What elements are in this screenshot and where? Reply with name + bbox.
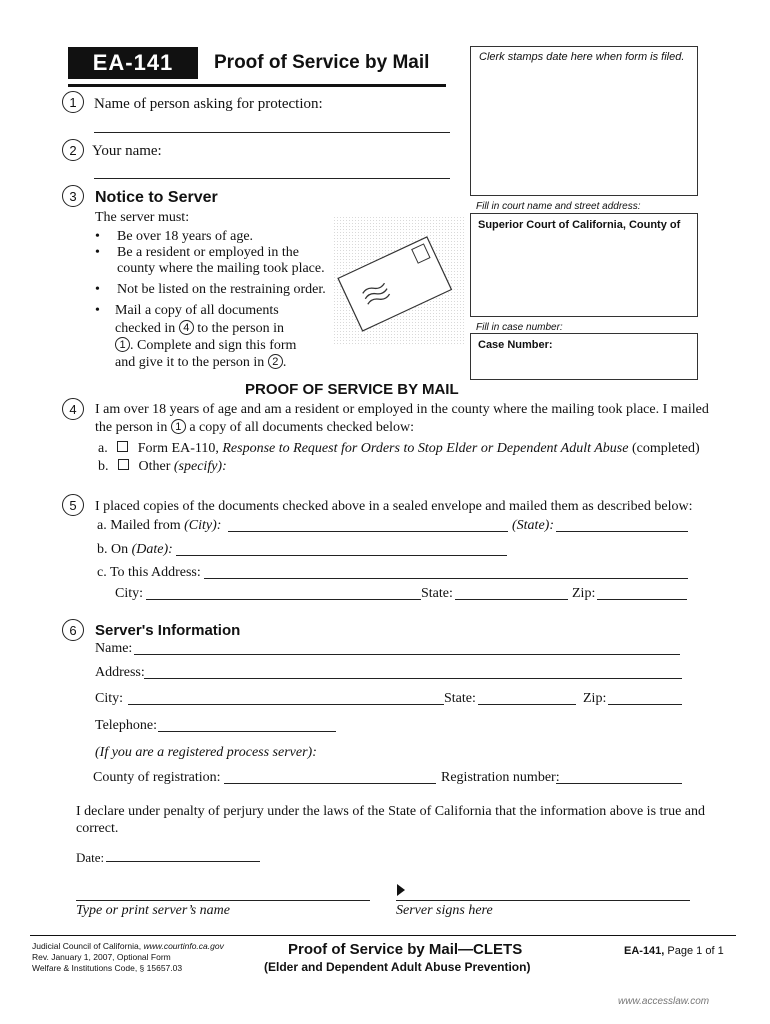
server-name-label: Name: [95,641,133,656]
court-instruction: Fill in court name and street address: [476,201,641,212]
to-zip-label: Zip: [572,586,596,601]
requirement-mail-text: and give it to the person in [115,355,265,370]
server-requirement-list [95,229,335,369]
footer-code: Welfare & Institutions Code, § 15657.03 [32,963,183,973]
form-code-badge: EA-141 [68,47,198,79]
server-address-label: Address: [95,665,145,680]
watermark-url: www.accesslaw.com [618,996,710,1007]
to-city-field[interactable] [146,599,421,600]
print-name-caption: Type or print server’s name [76,903,230,918]
mailed-on-date-field[interactable] [176,555,507,556]
signature-caption: Server signs here [396,903,493,918]
county-registration-field[interactable] [224,783,436,784]
option-a-status: (completed) [631,441,700,456]
item-number-2: 2 [62,139,84,161]
to-state-label: State: [421,586,453,601]
document-option-a [98,441,700,457]
mailed-from-state-field[interactable] [556,531,688,532]
declaration-line2: correct. [76,821,119,836]
ref-item-1: 1 [115,337,130,352]
mailed-from-city-field[interactable] [228,531,508,532]
your-name-label: Your name: [92,143,162,159]
footer-revision: Rev. January 1, 2007, Optional Form [32,952,171,962]
sign-arrow-icon [396,883,406,897]
server-city-field[interactable] [128,704,444,705]
form-ea110-checkbox[interactable] [117,441,128,452]
item-number-5: 5 [62,494,84,516]
footer-council [32,941,224,951]
ref-item-4: 4 [179,320,194,335]
registration-number-field[interactable] [556,783,682,784]
to-address-label: c. To this Address: [97,565,201,580]
footer-rule [30,935,736,936]
county-registration-label: County of registration: [93,770,221,785]
clerk-stamp-instruction: Clerk stamps date here when form is filed. [479,51,685,63]
footer-page-number: Page 1 of 1 [667,945,724,957]
council-url: www.courtinfo.ca.gov [143,941,224,951]
declaration-line1: I declare under penalty of perjury under the laws of the State of California that the information above is true and [76,804,706,819]
requirement-resident-line1: Be a resident or employed in the [117,245,299,260]
envelope-illustration [328,214,466,350]
requirement-mail-text: . [282,355,287,370]
bullet: • [95,282,100,297]
option-b-specify: (specify): [173,459,227,474]
server-telephone-label: Telephone: [95,718,157,733]
to-zip-field[interactable] [597,599,687,600]
form-title: Proof of Service by Mail [214,52,430,73]
item4-statement-line1: I am over 18 years of age and am a resident or employed in the county where the mailing took place. I mailed [95,402,709,417]
case-number-box[interactable] [470,333,698,380]
date-label: Date: [76,850,105,865]
registered-server-note: (If you are a registered process server): [95,745,317,760]
mailed-on-text: b. On [97,542,129,557]
server-telephone-field[interactable] [158,731,336,732]
server-name-field[interactable] [134,654,680,655]
notice-to-server-heading: Notice to Server [95,189,218,206]
registration-number-label: Registration number: [441,770,560,785]
requirement-mail-line1: Mail a copy of all documents [115,303,279,318]
footer-subtitle: (Elder and Dependent Adult Abuse Prevention) [264,960,531,974]
council-name: Judicial Council of California, [32,941,142,951]
item-number-1: 1 [62,91,84,113]
your-name-field[interactable] [94,178,450,179]
server-address-field[interactable] [144,678,682,679]
header-rule [68,84,446,87]
requirement-mail-text: checked in [115,321,176,336]
to-address-field[interactable] [204,578,688,579]
court-name-box[interactable] [470,213,698,317]
city-hint: (City): [184,518,222,533]
to-city-label: City: [115,586,144,601]
requirement-mail-line3 [115,337,296,354]
case-number-label: Case Number: [478,339,553,351]
option-a-form: Form EA-110, [137,441,219,456]
to-state-field[interactable] [455,599,568,600]
bullet: • [95,303,100,318]
option-b-label: b. [98,459,109,474]
ref-item-1: 1 [171,419,186,434]
requirement-not-listed: Not be listed on the restraining order. [117,282,326,297]
item-number-3: 3 [62,185,84,207]
mailed-from-label [97,518,221,534]
court-name-label: Superior Court of California, County of [478,219,681,231]
section-title: PROOF OF SERVICE BY MAIL [245,381,459,398]
date-hint: (Date): [131,542,173,557]
requirement-age: Be over 18 years of age. [117,229,254,244]
server-state-label: State: [444,691,476,706]
date-field[interactable] [106,861,260,862]
option-a-form-title: Response to Request for Orders to Stop Elder or Dependent Adult Abuse [222,441,629,456]
item-number-6: 6 [62,619,84,641]
mailed-on-label [97,542,173,558]
option-a-label: a. [98,441,108,456]
item4-statement-line2 [95,419,414,436]
server-city-label: City: [95,691,124,706]
case-number-instruction: Fill in case number: [476,322,563,333]
option-b-text: Other [138,459,171,474]
item4-text: the person in [95,420,168,435]
clerk-stamp-box[interactable] [470,46,698,196]
footer-page [624,945,724,957]
requirement-mail-line4 [115,354,286,371]
requirement-mail-text: to the person in [197,321,284,336]
servers-information-heading: Server's Information [95,622,241,639]
print-name-field[interactable] [76,900,370,901]
protected-person-label: Name of person asking for protection: [94,96,323,112]
item4-text: a copy of all documents checked below: [189,420,415,435]
footer-form-code: EA-141, [624,945,665,957]
protected-person-name-field[interactable] [94,132,450,133]
requirement-mail-line2 [115,320,284,337]
ref-item-2: 2 [268,354,283,369]
server-signature-field[interactable] [396,900,690,901]
document-option-b [98,459,227,475]
server-state-field[interactable] [478,704,576,705]
other-document-checkbox[interactable] [118,459,129,470]
requirement-mail-text: . Complete and sign this form [130,338,297,353]
server-zip-label: Zip: [583,691,607,706]
footer-title: Proof of Service by Mail—CLETS [288,941,523,958]
item5-intro: I placed copies of the documents checked above in a sealed envelope and mailed them as described below: [95,499,693,514]
bullet: • [95,245,100,260]
mailed-from-text: a. Mailed from [97,518,181,533]
item-number-4: 4 [62,398,84,420]
server-zip-field[interactable] [608,704,682,705]
server-must-intro: The server must: [95,210,190,225]
bullet: • [95,229,100,244]
requirement-resident-line2: county where the mailing took place. [117,261,325,276]
mailed-from-state-label: (State): [512,518,554,533]
